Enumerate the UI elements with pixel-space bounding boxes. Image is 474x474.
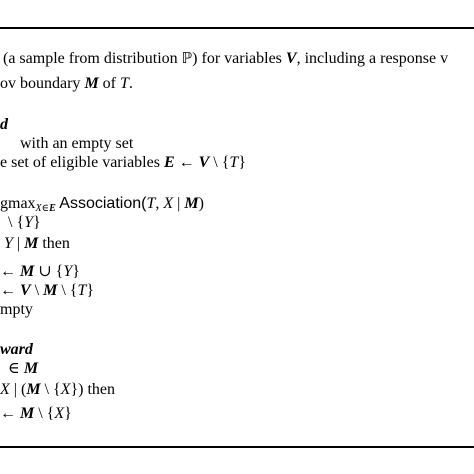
eligible-line — [0, 153, 246, 173]
target-symbol: T — [229, 154, 239, 171]
assign-arrow: ← — [174, 154, 199, 171]
target-symbol: T — [120, 75, 129, 92]
target-symbol: T — [146, 195, 156, 212]
markov-boundary-symbol: M — [43, 282, 58, 299]
init-line: with an empty set — [20, 135, 134, 152]
backif-bar: | ( — [9, 381, 27, 398]
add-line — [0, 262, 80, 282]
output-text-a: ov boundary — [0, 75, 85, 92]
eligible-text-c: } — [238, 154, 246, 171]
output-text-b: of — [98, 75, 120, 92]
markov-boundary-symbol: M — [24, 235, 39, 252]
eligible-text-b: \ { — [209, 154, 230, 171]
backward-heading: ward — [0, 341, 33, 358]
argmax-close: ) — [198, 195, 204, 212]
foreach-in: ∈ — [8, 360, 24, 377]
variables-symbol: V — [20, 282, 31, 299]
backward-if-line — [0, 380, 115, 400]
argmax-bar: | — [173, 195, 185, 212]
if-line — [4, 234, 70, 254]
backif-then: }) then — [70, 381, 116, 398]
output-text-c: . — [128, 75, 133, 92]
subscript-in: ∈ — [41, 203, 50, 214]
x-symbol: X — [60, 381, 71, 398]
output-line — [0, 74, 133, 94]
top-rule — [0, 27, 474, 29]
assign-arrow: ← — [0, 282, 20, 299]
forward-heading: d — [0, 116, 8, 133]
remove-text-b: } — [33, 214, 41, 231]
association-text: Association( — [55, 195, 147, 212]
add-union: ∪ { — [34, 263, 64, 280]
backremove-minus: \ { — [34, 405, 55, 422]
eligible-set-symbol: E — [163, 154, 175, 171]
backif-minus: \ { — [40, 381, 61, 398]
markov-boundary-symbol: M — [20, 405, 35, 422]
reset-minus-b: \ { — [57, 282, 78, 299]
x-symbol: X — [54, 405, 65, 422]
input-text-c: , including a response v — [296, 50, 449, 67]
remove-text-a: \ { — [8, 214, 25, 231]
argmax-text: gmax — [0, 195, 36, 212]
reset-close: } — [86, 282, 95, 299]
if-bar: | — [12, 235, 25, 252]
y-symbol: Y — [4, 235, 13, 252]
markov-boundary-symbol: M — [84, 75, 99, 92]
assign-arrow: ← — [0, 263, 20, 280]
bottom-rule — [0, 446, 474, 448]
markov-boundary-symbol: M — [184, 195, 199, 212]
x-symbol: X — [0, 381, 10, 398]
subscript-e: E — [49, 203, 56, 214]
input-text-b: ) for variables — [192, 50, 286, 67]
foreach-line — [8, 359, 38, 379]
empty-line: mpty — [0, 301, 33, 318]
reset-minus-a: \ — [30, 282, 44, 299]
add-close: } — [72, 263, 80, 280]
backremove-close: } — [64, 405, 72, 422]
candidate-symbol: X — [163, 195, 174, 212]
input-line — [3, 48, 448, 69]
input-text-a: (a sample from distribution — [3, 50, 182, 67]
markov-boundary-symbol: M — [20, 263, 35, 280]
y-symbol: Y — [63, 263, 73, 280]
reset-line — [0, 281, 94, 301]
distribution-symbol: ℙ — [181, 49, 193, 67]
markov-boundary-symbol: M — [26, 381, 41, 398]
subscript-x: X — [35, 203, 42, 214]
target-symbol: T — [77, 282, 87, 299]
remove-line — [8, 213, 41, 233]
variables-symbol: V — [285, 50, 297, 67]
markov-boundary-symbol: M — [23, 360, 39, 377]
y-symbol: Y — [24, 214, 34, 231]
eligible-text-a: e set of eligible variables — [0, 154, 164, 171]
variables-symbol: V — [198, 154, 210, 171]
argmax-comma: , — [155, 195, 164, 212]
backward-remove-line — [0, 404, 72, 424]
if-then: then — [38, 235, 70, 252]
assign-arrow: ← — [0, 405, 20, 422]
